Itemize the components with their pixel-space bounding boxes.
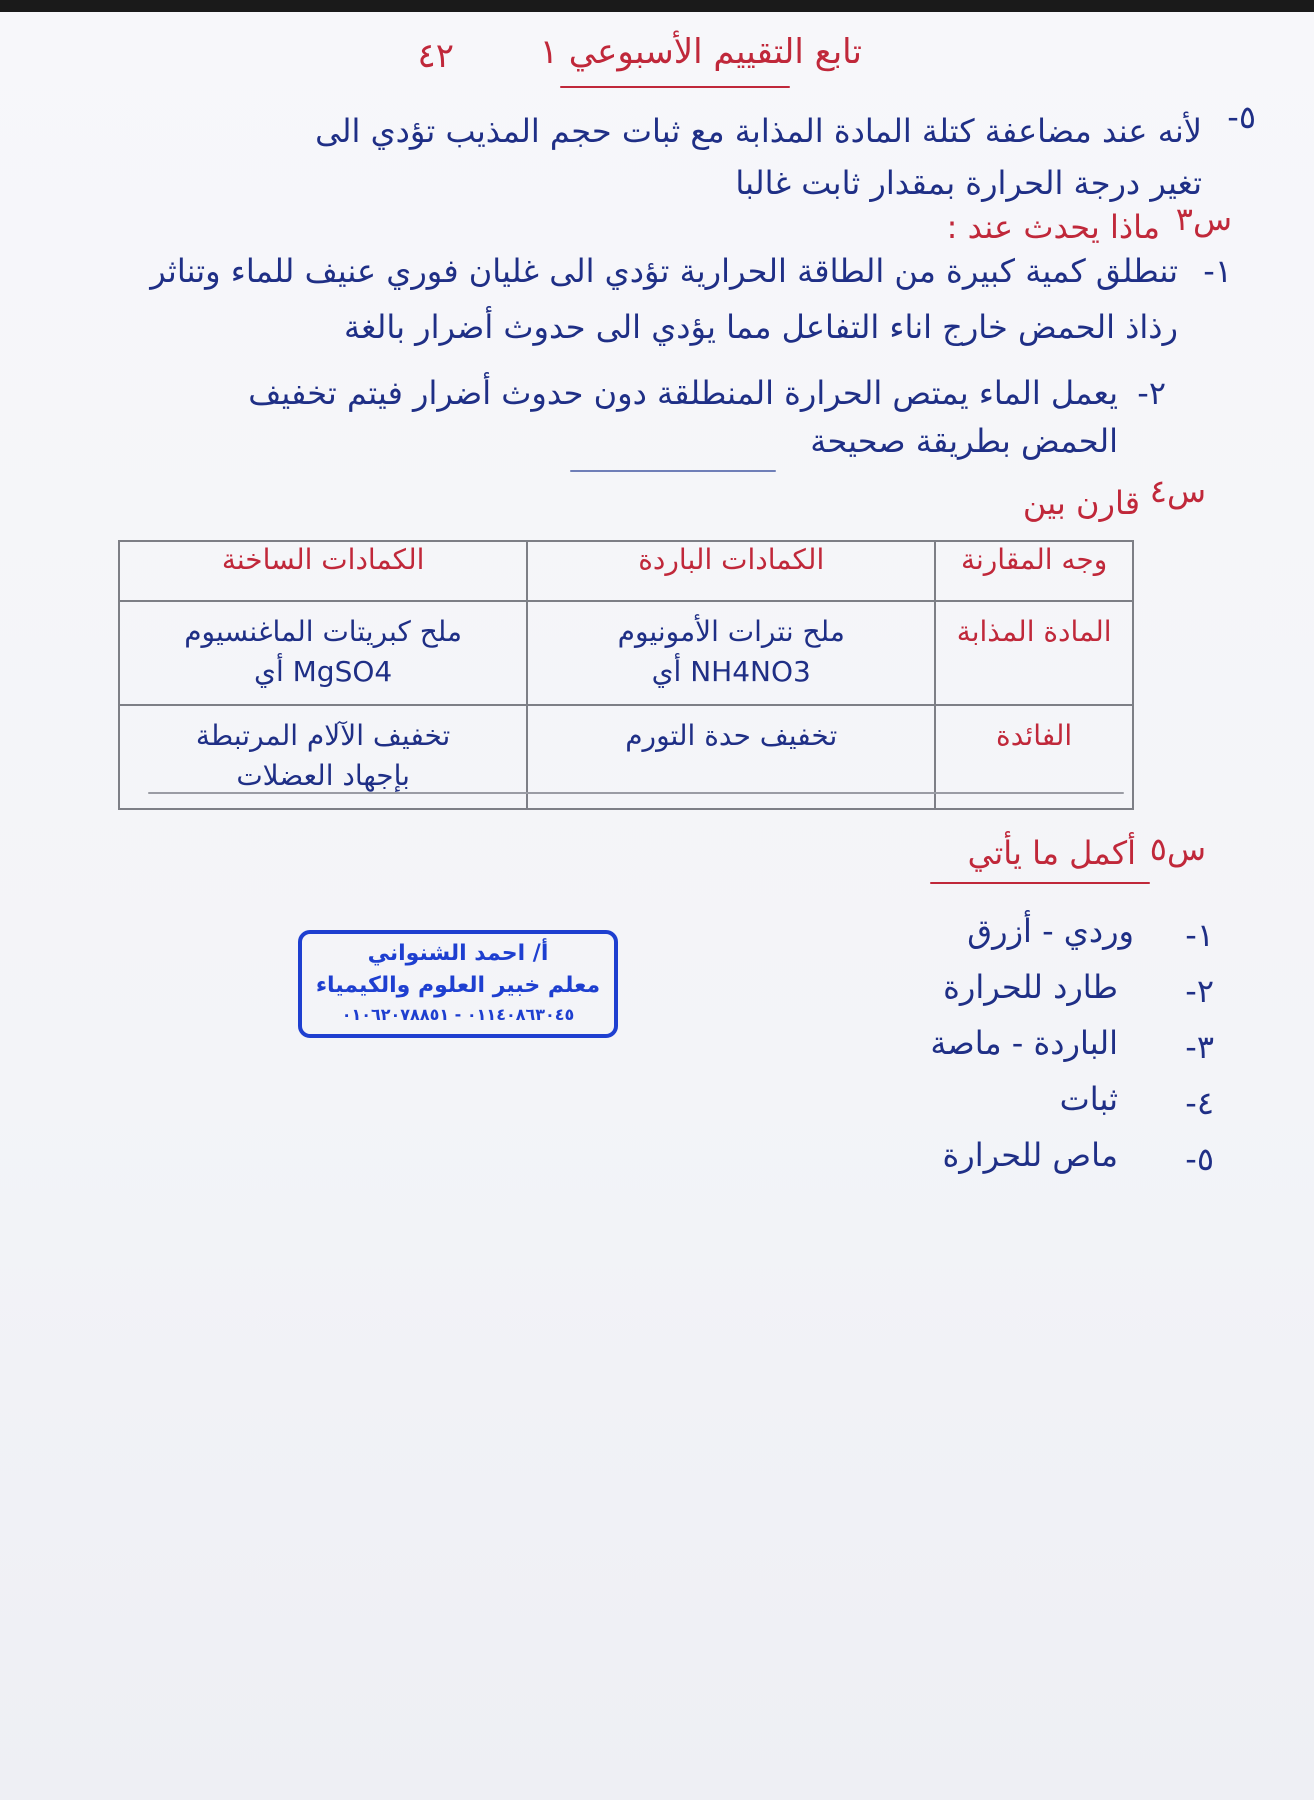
q3-prompt: ماذا يحدث عند : [946,208,1160,246]
q3-item2-number: ٢- [1137,374,1166,412]
q5-label: س٥ [1149,830,1206,868]
q5-item1-text: وردي - أزرق [967,912,1134,950]
q3-item1-number: ١- [1203,252,1232,290]
q3-label: س٣ [1175,200,1232,238]
q3-item1-line2: رذاذ الحمض خارج اناء التفاعل مما يؤدي الى حدوث أضرار بالغة [343,308,1178,346]
q5-item1-number: ١- [1185,916,1214,954]
q3-item2-line1: يعمل الماء يمتص الحرارة المنطلقة دون حدوث أضرار فيتم تخفيف [248,374,1118,412]
page-title: تابع التقييم الأسبوعي ١ [539,32,862,72]
q5-item5-text: ماص للحرارة [942,1136,1118,1174]
table-row-label: المادة المذابة [935,601,1133,705]
comparison-table [118,540,1134,810]
q4-label: س٤ [1149,472,1206,510]
q3-item1-line1: تنطلق كمية كبيرة من الطاقة الحرارية تؤدي الى غليان فوري عنيف للماء وتناثر [150,252,1178,290]
q5-item5-number: ٥- [1185,1140,1214,1178]
table-bottom-rule [148,792,1124,794]
stamp-phones: ٠١١٤٠٨٦٣٠٤٥ - ٠١٠٦٢٠٧٨٨٥١ [341,1005,575,1024]
q5-item3-text: الباردة - ماصة [930,1024,1118,1062]
table-cell: ملح نترات الأمونيوم NH4NO3 أي [527,601,935,705]
teacher-stamp [298,930,618,1038]
section-divider [570,470,776,472]
table-row [119,601,1133,705]
table-cell: ملح كبريتات الماغنسيوم MgSO4 أي [119,601,527,705]
title-underline [560,86,790,88]
q5-item4-number: ٤- [1185,1084,1214,1122]
q4-prompt: قارن بين [1022,484,1140,522]
q5-prompt: أكمل ما يأتي [967,834,1136,872]
q5-item3-number: ٣- [1185,1028,1214,1066]
q5-item4-text: ثبات [1059,1080,1118,1118]
scanned-page [0,12,1314,1800]
table-header-row [119,541,1133,601]
q5-item2-text: طارد للحرارة [943,968,1118,1006]
page-mark: ٤٢ [417,36,454,76]
answer5-line2: تغير درجة الحرارة بمقدار ثابت غالبا [735,164,1202,202]
stamp-name: أ/ احمد الشنواني [367,941,549,966]
scan-top-edge [0,0,1314,12]
q3-item2-line2: الحمض بطريقة صحيحة [810,422,1118,460]
q5-item2-number: ٢- [1185,972,1214,1010]
stamp-title: معلم خبير العلوم والكيمياء [315,973,601,998]
table-header: الكمادات الساخنة [119,541,527,601]
table-cell: تخفيف الآلام المرتبطة بإجهاد العضلات [119,705,527,809]
table-row-label: الفائدة [935,705,1133,809]
table-header: وجه المقارنة [935,541,1133,601]
q5-underline [930,882,1150,884]
answer5-number: ٥- [1227,98,1256,136]
table-cell: تخفيف حدة التورم [527,705,935,809]
table-header: الكمادات الباردة [527,541,935,601]
answer5-line1: لأنه عند مضاعفة كتلة المادة المذابة مع ثبات حجم المذيب تؤدي الى [315,112,1202,150]
